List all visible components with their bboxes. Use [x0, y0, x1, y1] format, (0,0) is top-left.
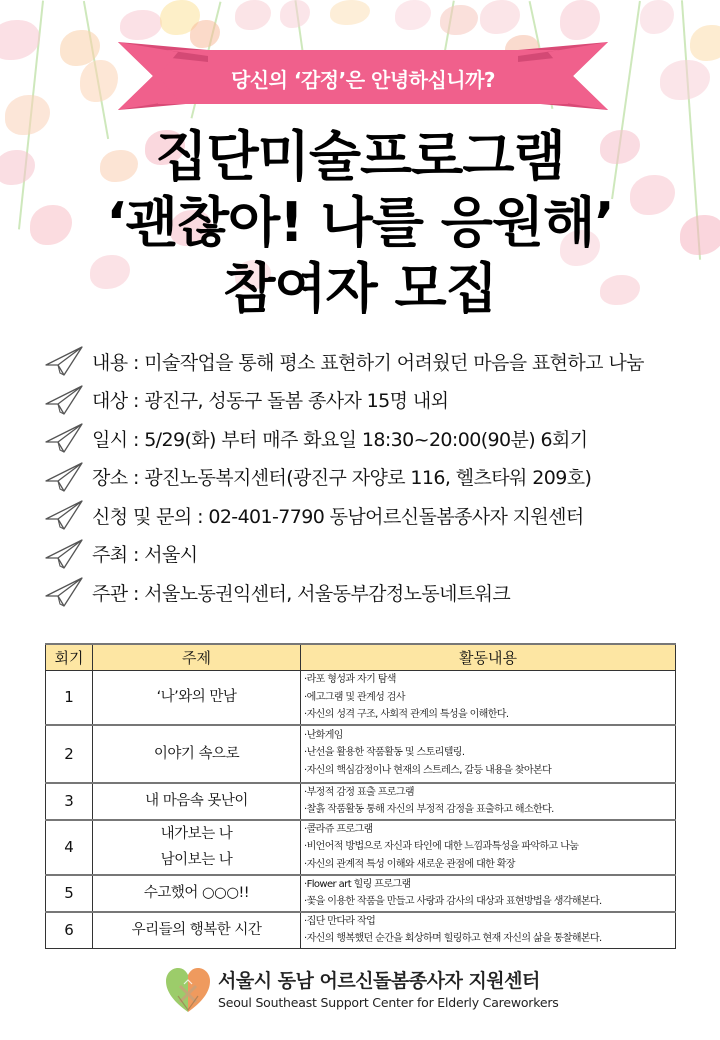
- column-header-session: 회기: [46, 644, 93, 671]
- session-activities: ·집단 만다라 작업 ·자신의 행복했던 순간을 회상하며 힐링하고 현재 자신의 삶을 통찰해본다.: [301, 912, 676, 949]
- session-topic: 내 마음속 못난이: [93, 783, 301, 820]
- table-row: [46, 912, 676, 949]
- paper-plane-icon: [44, 576, 84, 608]
- table-row: [46, 671, 676, 725]
- info-text: 주관 : 서울노동권익센터, 서울동부감정노동네트워크: [92, 582, 511, 605]
- session-number: 1: [46, 671, 93, 725]
- paper-plane-icon: [44, 461, 84, 493]
- info-text: 주최 : 서울시: [92, 544, 198, 567]
- session-number: 6: [46, 912, 93, 949]
- title-line-2: ‘괜찮아! 나를 응원해’: [106, 191, 614, 254]
- session-activities: ·난화게임 ·난선을 활용한 작품활동 및 스토리텔링. ·자신의 핵심감정이나 현재의 스트레스, 갈등 내용을 찾아본다: [301, 725, 676, 783]
- session-number: 4: [46, 820, 93, 875]
- program-info-list: [44, 342, 714, 612]
- title-line-3: 참여자 모집: [223, 257, 497, 320]
- session-topic: 수고했어 ○○○!!: [93, 875, 301, 912]
- table-header-row: [46, 644, 676, 671]
- session-number: 5: [46, 875, 93, 912]
- table-row: [46, 820, 676, 875]
- org-name-korean: 서울시 동남 어르신돌봄종사자 지원센터: [218, 970, 540, 992]
- info-text: 신청 및 문의 : 02-401-7790 동남어르신돌봄종사자 지원센터: [92, 505, 584, 528]
- organization-footer: [160, 962, 580, 1018]
- info-item-location: [44, 458, 714, 497]
- session-number: 2: [46, 725, 93, 783]
- info-item-content: [44, 342, 714, 381]
- org-name-english: Seoul Southeast Support Center for Elderly Careworkers: [218, 995, 559, 1010]
- paper-plane-icon: [44, 345, 84, 377]
- info-item-organizer: [44, 573, 714, 612]
- info-text: 내용 : 미술작업을 통해 평소 표현하기 어려웠던 마음을 표현하고 나눔: [92, 351, 644, 374]
- session-number: 3: [46, 783, 93, 820]
- heart-hands-logo-icon: [164, 966, 212, 1014]
- tagline-ribbon: [118, 42, 608, 110]
- paper-plane-icon: [44, 538, 84, 570]
- session-activities: ·부정적 감정 표출 프로그램 ·찰흙 작품활동 통해 자신의 부정적 감정을 표출하고 해소한다.: [301, 783, 676, 820]
- paper-plane-icon: [44, 499, 84, 531]
- info-item-host: [44, 535, 714, 574]
- session-activities: ·라포 형성과 자기 탐색 ·에고그램 및 관계성 검사 ·자신의 성격 구조, 사회적 관계의 특성을 이해한다.: [301, 671, 676, 725]
- session-activities: ·콜라쥬 프로그램 ·비언어적 방법으로 자신과 타인에 대한 느낌과특성을 파악하고 나눔 ·자신의 관계적 특성 이해와 새로운 관점에 대한 확장: [301, 820, 676, 875]
- table-row: [46, 725, 676, 783]
- table-row: [46, 783, 676, 820]
- info-text: 일시 : 5/29(화) 부터 매주 화요일 18:30~20:00(90분) 6회기: [92, 428, 588, 451]
- info-item-datetime: [44, 419, 714, 458]
- info-text: 장소 : 광진노동복지센터(광진구 자양로 116, 헬츠타워 209호): [92, 467, 592, 490]
- schedule-table: [45, 643, 676, 949]
- table-row: [46, 875, 676, 912]
- title-line-1: 집단미술프로그램: [155, 125, 565, 188]
- paper-plane-icon: [44, 384, 84, 416]
- session-topic: 내가보는 나 남이보는 나: [93, 820, 301, 875]
- column-header-activities: 활동내용: [301, 644, 676, 671]
- tagline-text: 당신의 ‘감정’은 안녕하십니까?: [230, 68, 496, 92]
- session-topic: ‘나’와의 만남: [93, 671, 301, 725]
- session-activities: ·Flower art 힐링 프로그램 ·꽃을 이용한 작품을 만들고 사랑과 감사의 대상과 표현방법을 생각해본다.: [301, 875, 676, 912]
- info-text: 대상 : 광진구, 성동구 돌봄 종사자 15명 내외: [92, 390, 449, 413]
- session-topic: 우리들의 행복한 시간: [93, 912, 301, 949]
- info-item-target: [44, 381, 714, 420]
- session-topic: 이야기 속으로: [93, 725, 301, 783]
- page-title: [0, 124, 720, 322]
- info-item-contact: [44, 496, 714, 535]
- column-header-topic: 주제: [93, 644, 301, 671]
- paper-plane-icon: [44, 422, 84, 454]
